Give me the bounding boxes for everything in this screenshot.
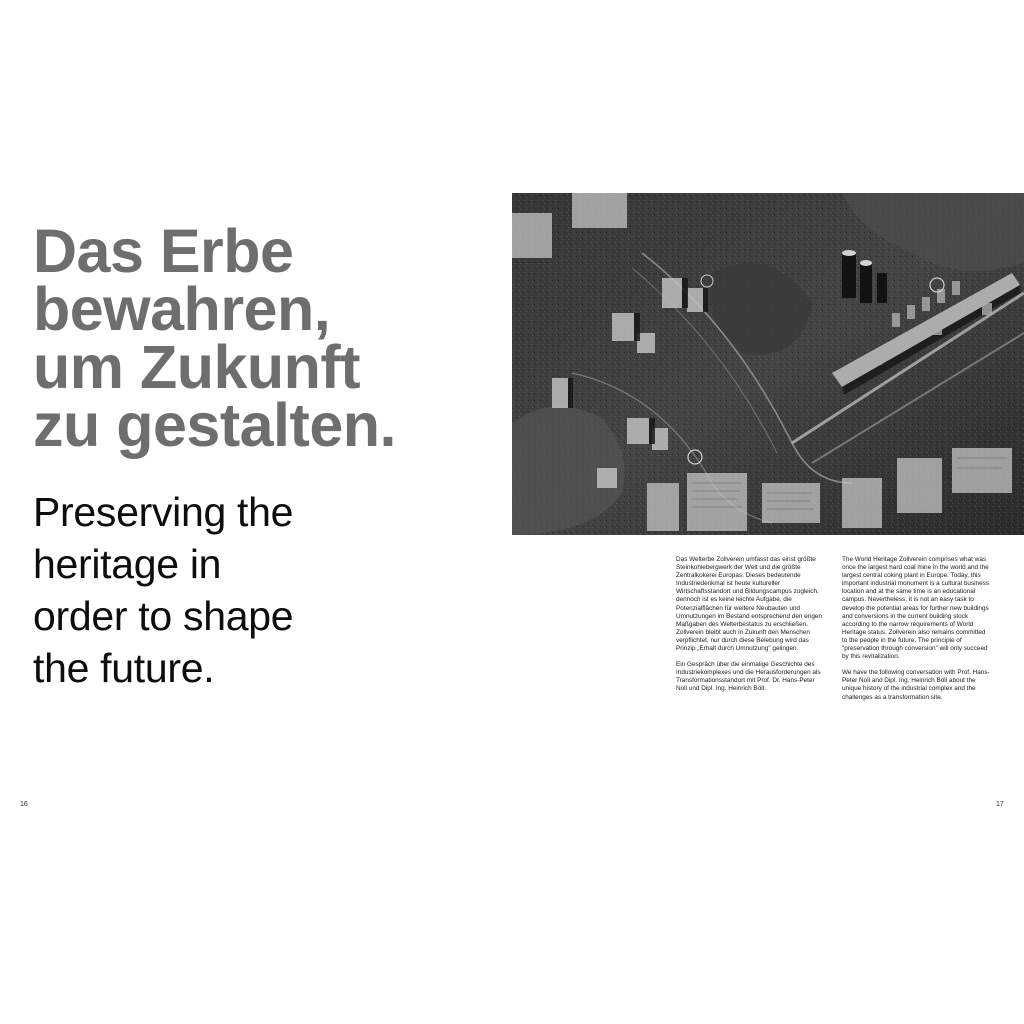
title-english xyxy=(33,486,473,694)
title-german-line: zu gestalten. xyxy=(33,391,396,459)
title-german-line: um Zukunft xyxy=(33,333,361,401)
title-german xyxy=(33,217,473,459)
page-number-left: 16 xyxy=(20,801,28,808)
body-text-english xyxy=(842,556,992,710)
body-text-german xyxy=(676,556,826,702)
title-german-line: bewahren, xyxy=(33,275,331,343)
title-english-line: order to shape xyxy=(33,593,294,639)
paragraph: Das Welterbe Zollverein umfasst das einst größte Steinkohlebergwerk der Welt und die größte Zentralkokerei Europas. Dieses bedeutende Industriedenkmal ist heute kultureller Wirtschaftsstandort und Bildungscampus zugleich, dennoch ist es keine leichte Aufgabe, die Potenzialflächen für weitere Neubauten und Umnutzungen im Bestand entsprechend den engen Maßgaben des Welterbestatus zu erschließen. Zollverein bleibt auch in Zukunft den Menschen verpflichtet, nur durch diese Belebung wird das Prinzip „Erhalt durch Umnutzung" gelingen. xyxy=(676,556,823,653)
title-english-line: Preserving the xyxy=(33,489,294,535)
title-german-line: Das Erbe xyxy=(33,217,294,285)
paragraph: We have the following conversation with Prof. Hans-Peter Noll and Dipl. Ing. Heinrich Böll about the unique history of the industrial complex and the challenges as a transformation site. xyxy=(842,669,990,701)
title-english-line: the future. xyxy=(33,645,215,691)
paragraph: The World Heritage Zollverein comprises what was once the largest hard coal mine in the world and the largest central coking plant in Europe. Today, this important industrial monument is a cultural business location and at the same time is an educational campus. Nevertheless, it is not an easy task to develop the potential areas for further new buildings and conversions in the current building stock according to the narrow requirements of World Heritage status. Zollverein also remains committed to the people in the future. The principle of "preservation through conversion" will only succeed by this revitalization. xyxy=(842,556,990,661)
site-model-image xyxy=(512,193,1024,535)
paragraph: Ein Gespräch über die einmalige Geschichte des Industriekomplexes und die Herausforderungen als Transformationsstandort mit Prof. Dr. Hans-Peter Noll und Dipl. Ing. Heinrich Böll. xyxy=(676,661,821,693)
page-number-right: 17 xyxy=(996,801,1004,808)
title-english-line: heritage in xyxy=(33,541,222,587)
site-model-photo xyxy=(512,193,1024,535)
